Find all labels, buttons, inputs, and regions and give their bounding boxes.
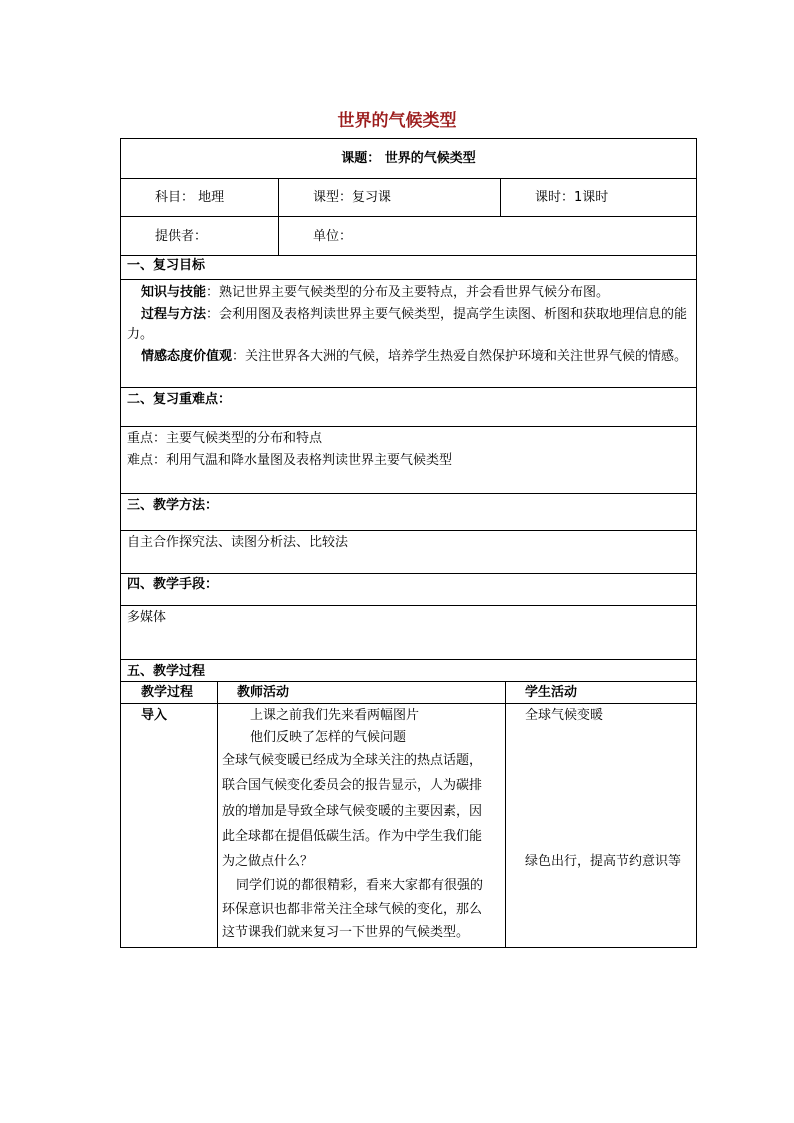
goal-process: 过程与方法：会利用图及表格判读世界主要气候类型，提高学生读图、析图和获取地理信息的能力。: [127, 307, 688, 342]
column-header-stage: 教学过程: [141, 685, 194, 700]
divider: [121, 426, 696, 427]
divider: [121, 216, 696, 217]
teacher-line: 他们反映了怎样的气候问题: [250, 730, 407, 745]
column-header-student: 学生活动: [525, 685, 578, 700]
divider: [500, 178, 501, 216]
divider: [121, 178, 696, 179]
divider: [121, 493, 696, 494]
difficult-point: 难点：利用气温和降水量图及表格判读世界主要气候类型: [127, 453, 453, 468]
section-title: 五、教学过程: [127, 664, 206, 679]
divider: [505, 681, 506, 947]
divider: [121, 681, 696, 682]
teaching-means: 多媒体: [127, 610, 167, 625]
section-title: 四、教学手段：: [127, 577, 219, 592]
section-title: 二、复习重难点：: [127, 392, 232, 407]
document-title: 世界的气候类型: [337, 111, 457, 131]
divider: [121, 279, 696, 280]
subject-line: 课题： 世界的气候类型: [341, 151, 476, 166]
teacher-line: 同学们说的都很精彩，看来大家都有很强的: [236, 878, 484, 893]
unit-cell: 单位：: [313, 229, 353, 244]
teacher-line: 为之做点什么？: [222, 854, 314, 869]
divider: [217, 681, 218, 947]
divider: [121, 573, 696, 574]
section-title: 三、教学方法：: [127, 498, 219, 513]
lesson-plan-table: [120, 138, 697, 948]
goal-emotion: 情感态度价值观：关注世界各大洲的气候，培养学生热爱自然保护环境和关注世界气候的情感。: [141, 349, 688, 364]
teacher-line: 联合国气候变化委员会的报告显示，人为碳排: [222, 778, 483, 793]
teaching-methods: 自主合作探究法、读图分析法、比较法: [127, 535, 349, 550]
teacher-line: 上课之前我们先来看两幅图片: [250, 708, 420, 723]
divider: [121, 703, 696, 704]
teacher-line: 环保意识也都非常关注全球气候的变化，那么: [222, 902, 483, 917]
divider: [121, 387, 696, 388]
divider: [121, 255, 696, 256]
divider: [121, 530, 696, 531]
teacher-line: 此全球都在提倡低碳生活。作为中学生我们能: [222, 829, 483, 844]
column-header-teacher: 教师活动: [237, 685, 290, 700]
provider-cell: 提供者：: [155, 229, 208, 244]
teacher-line: 全球气候变暖已经成为全球关注的热点话题，: [222, 753, 483, 768]
goal-knowledge: 知识与技能：熟记世界主要气候类型的分布及主要特点，并会看世界气候分布图。: [141, 285, 610, 300]
section-title: 一、复习目标: [127, 258, 206, 273]
subject-cell: 科目： 地理: [155, 190, 225, 205]
divider: [121, 659, 696, 660]
teacher-line: 放的增加是导致全球气候变暖的主要因素，因: [222, 804, 483, 819]
teacher-line: 这节课我们就来复习一下世界的气候类型。: [222, 925, 470, 940]
stage-cell: 导入: [141, 708, 168, 723]
student-activity-2: 绿色出行，提高节约意识等: [525, 854, 682, 869]
divider: [121, 605, 696, 606]
student-activity-1: 全球气候变暖: [525, 708, 604, 723]
periods-cell: 课时：1课时: [535, 190, 609, 205]
lesson-type-cell: 课型：复习课: [313, 190, 392, 205]
key-point: 重点：主要气候类型的分布和特点: [127, 431, 323, 446]
